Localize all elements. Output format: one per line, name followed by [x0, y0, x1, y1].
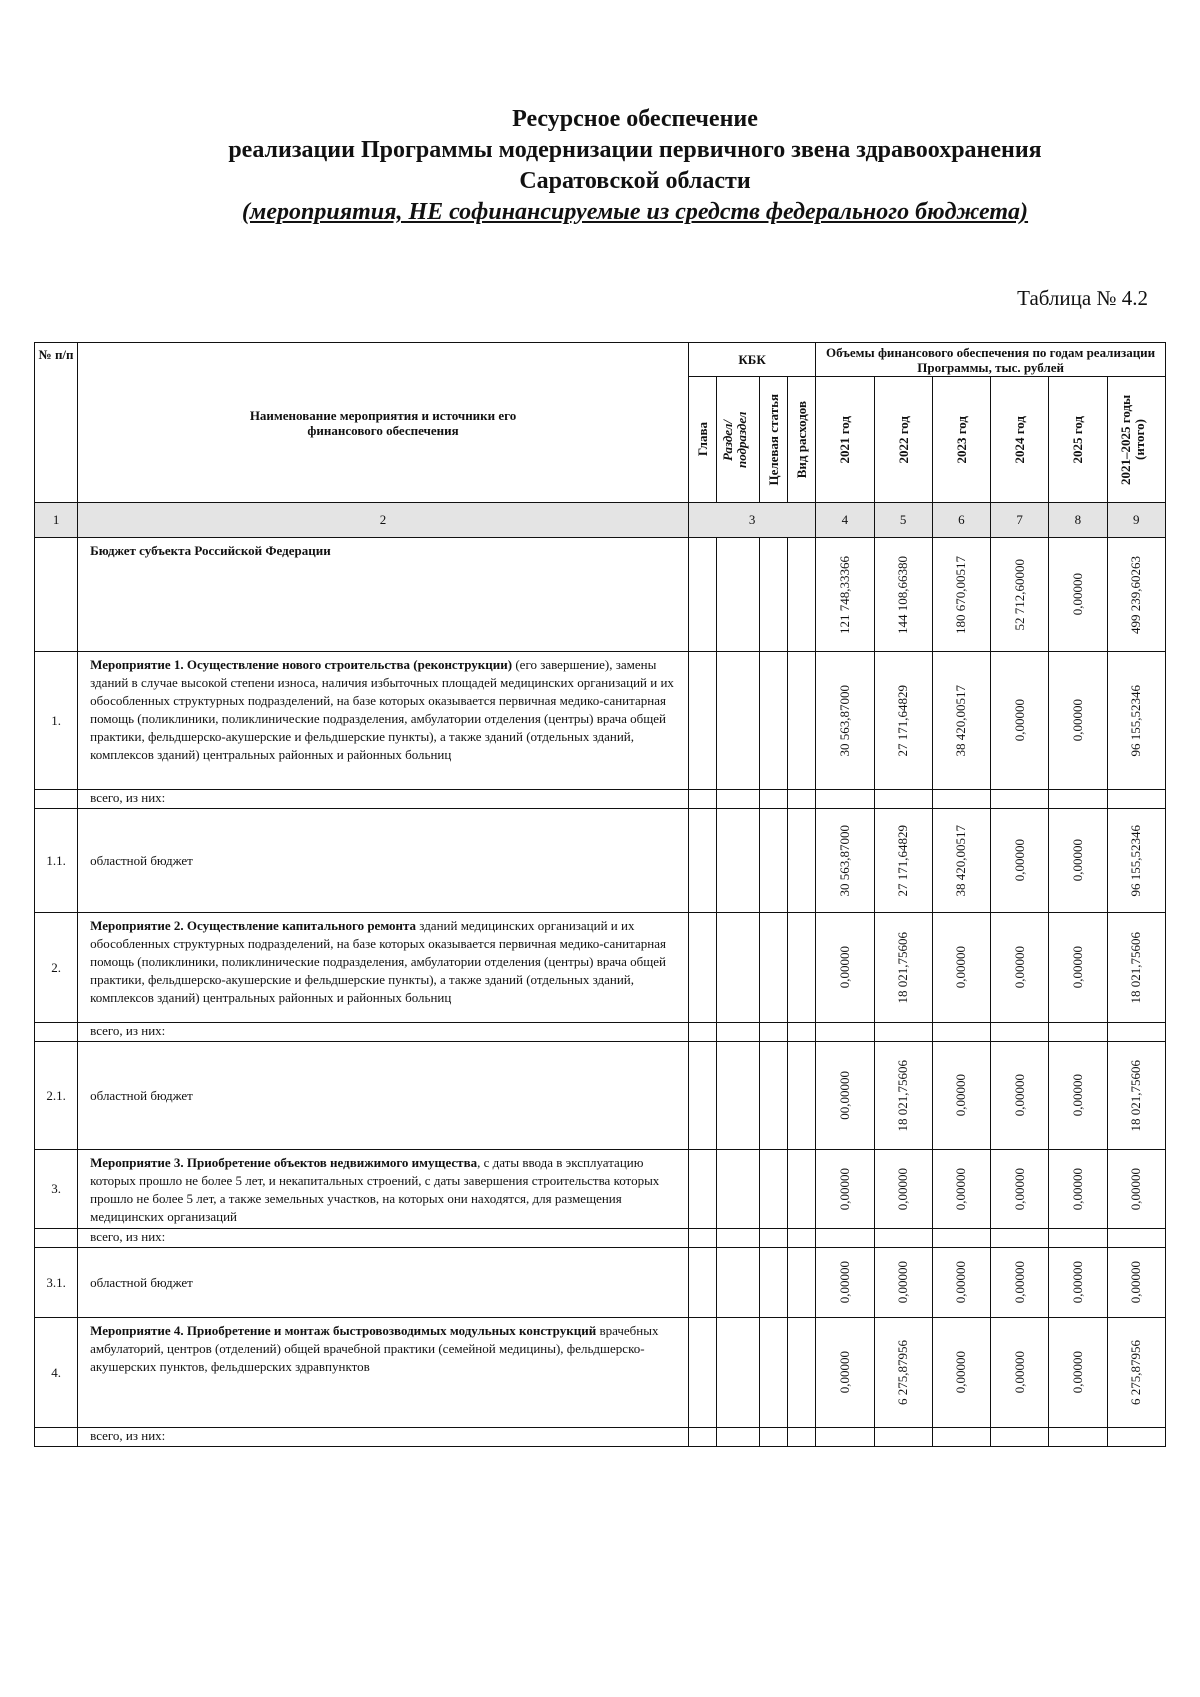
empty-cell: [716, 1023, 759, 1042]
row-no: [35, 790, 78, 809]
value-cell: [1049, 1042, 1107, 1150]
header-volumes: Объемы финансового обеспечения по годам реализации Программы, тыс. рублей: [816, 343, 1166, 377]
value-cell: [932, 1318, 990, 1428]
row-no: 2.: [35, 913, 78, 1023]
value-cell: [991, 538, 1049, 652]
empty-cell: [688, 1428, 716, 1447]
colnum-3: 3: [688, 503, 815, 538]
empty-cell: [874, 1428, 932, 1447]
row-name: областной бюджет: [78, 1042, 689, 1150]
kbk-cell: [788, 538, 816, 652]
value-cell: [932, 1042, 990, 1150]
kbk-cell: [716, 1318, 759, 1428]
value-cell: [1049, 1248, 1107, 1318]
value-text: 52 712,60000: [1011, 558, 1027, 631]
data-row: [35, 913, 1166, 1023]
row-label: всего, из них:: [78, 1229, 689, 1248]
header-row-1: [35, 343, 1166, 377]
header-no: № п/п: [35, 343, 78, 503]
value-text: 18 021,75606: [895, 1059, 911, 1132]
header-year-2025: 2025 год: [1049, 377, 1107, 503]
row-name: областной бюджет: [78, 809, 689, 913]
row-name: [78, 538, 689, 652]
value-text: 0,00000: [895, 1261, 911, 1304]
empty-cell: [1107, 1428, 1165, 1447]
empty-cell: [816, 1023, 874, 1042]
kbk-cell: [788, 1248, 816, 1318]
value-cell: [1049, 1318, 1107, 1428]
kbk-cell: [760, 652, 788, 790]
kbk-cell: [716, 1248, 759, 1318]
value-cell: [1107, 652, 1165, 790]
empty-cell: [874, 1229, 932, 1248]
value-text: 30 563,87000: [836, 684, 852, 757]
kbk-cell: [716, 538, 759, 652]
value-cell: [816, 1248, 874, 1318]
subtotal-row: [35, 1428, 1166, 1447]
row-label: всего, из них:: [78, 1428, 689, 1447]
value-cell: [991, 652, 1049, 790]
header-kbk-vid: Вид расходов: [788, 377, 816, 503]
kbk-cell: [788, 1318, 816, 1428]
value-cell: [991, 1150, 1049, 1229]
value-text: 27 171,64829: [895, 824, 911, 897]
empty-cell: [932, 1428, 990, 1447]
row-name-bold: Мероприятие 2. Осуществление капитального ремонта: [90, 918, 417, 933]
row-name: [78, 1318, 689, 1428]
value-cell: [816, 1318, 874, 1428]
header-kbk-statya: Целевая статья: [760, 377, 788, 503]
empty-cell: [1107, 1023, 1165, 1042]
kbk-cell: [760, 1248, 788, 1318]
value-text: 144 108,66380: [895, 555, 911, 634]
value-text: 0,00000: [1011, 839, 1027, 882]
table-number: Таблица № 4.2: [1017, 286, 1148, 310]
colnum-1: 1: [35, 503, 78, 538]
value-cell: [932, 538, 990, 652]
value-text: 499 239,60263: [1128, 555, 1144, 634]
header-kbk-razdel: Раздел/ подраздел: [716, 377, 759, 503]
empty-cell: [816, 1229, 874, 1248]
row-no: 3.1.: [35, 1248, 78, 1318]
value-text: 0,00000: [1069, 946, 1085, 989]
empty-cell: [816, 790, 874, 809]
title-line-1: Ресурсное обеспечение: [512, 106, 758, 132]
kbk-cell: [760, 1042, 788, 1150]
row-name-bold: Мероприятие 4. Приобретение и монтаж быстровозводимых модульных конструкций: [90, 1323, 597, 1338]
row-name-bold: Бюджет субъекта Российской Федерации: [90, 543, 331, 558]
kbk-cell: [788, 809, 816, 913]
value-text: 0,00000: [1069, 1167, 1085, 1211]
value-text: 0,00000: [895, 1167, 911, 1211]
empty-cell: [760, 1428, 788, 1447]
empty-cell: [1107, 1229, 1165, 1248]
empty-cell: [816, 1428, 874, 1447]
value-text: 27 171,64829: [895, 684, 911, 757]
row-no: [35, 1428, 78, 1447]
title-line-3: Саратовской области: [519, 168, 751, 194]
empty-cell: [991, 1023, 1049, 1042]
value-text: 6 275,87956: [1128, 1340, 1144, 1405]
empty-cell: [760, 1023, 788, 1042]
empty-cell: [1049, 1023, 1107, 1042]
value-cell: [1049, 809, 1107, 913]
header-kbk-glava: Глава: [688, 377, 716, 503]
value-text: 0,00000: [836, 1351, 852, 1394]
kbk-cell: [760, 1150, 788, 1229]
colnum-4: 4: [816, 503, 874, 538]
value-cell: [816, 652, 874, 790]
value-text: 30 563,87000: [836, 824, 852, 897]
value-text: 0,00000: [836, 946, 852, 989]
empty-cell: [688, 1229, 716, 1248]
row-no: 1.: [35, 652, 78, 790]
colnum-6: 6: [932, 503, 990, 538]
empty-cell: [874, 1023, 932, 1042]
header-year-2022: 2022 год: [874, 377, 932, 503]
empty-cell: [1049, 790, 1107, 809]
row-no: [35, 1023, 78, 1042]
kbk-cell: [716, 1150, 759, 1229]
value-cell: [1049, 538, 1107, 652]
empty-cell: [932, 1023, 990, 1042]
row-name-rest: (его завершение), замены зданий в случае высокой степени износа, наличия избыточных площадей медицинских организаций и их обособленных структурных подразделений, на базе которых оказывается первичная медико-санитарная помощь (поликлиники, поликлинические подразделения, амбулатории отделения (центры) врача общей практики, фельдшерско-акушерские и фельдшерские пункты), а также зданий (отдельных зданий, комплексов зданий) центральных районных и районных больниц: [90, 657, 674, 762]
value-text: 0,00000: [1069, 1261, 1085, 1304]
value-text: 0,00000: [953, 946, 969, 989]
value-cell: [932, 652, 990, 790]
value-text: 0,00000: [1069, 839, 1085, 882]
empty-cell: [788, 1428, 816, 1447]
row-name-rest: зданий медицинских организаций и их обособленных структурных подразделений, на базе которых оказывается первичная медико-санитарная помощь (поликлиники, поликлинические подразделения, амбулатории отделения (центры) врача общей практики, фельдшерско-акушерские и фельдшерские пункты), а также зданий (отдельных зданий, комплексов зданий) центральных районных и районных больниц: [90, 918, 667, 1005]
value-text: 18 021,75606: [895, 931, 911, 1004]
empty-cell: [932, 1229, 990, 1248]
value-text: 0,00000: [1128, 1261, 1144, 1304]
empty-cell: [688, 1023, 716, 1042]
empty-cell: [760, 1229, 788, 1248]
empty-cell: [1049, 1428, 1107, 1447]
kbk-cell: [716, 913, 759, 1023]
row-no: 2.1.: [35, 1042, 78, 1150]
value-cell: [874, 1042, 932, 1150]
value-text: 0,00000: [1011, 1261, 1027, 1304]
value-text: 38 420,00517: [953, 824, 969, 897]
kbk-cell: [760, 538, 788, 652]
value-text: 0,00000: [1011, 946, 1027, 989]
value-text: 0,00000: [953, 1351, 969, 1394]
funding-table: [34, 342, 1166, 1447]
empty-cell: [760, 790, 788, 809]
kbk-cell: [688, 652, 716, 790]
value-cell: [932, 1150, 990, 1229]
value-text: 96 155,52346: [1128, 824, 1144, 897]
kbk-cell: [716, 1042, 759, 1150]
row-name: [78, 652, 689, 790]
document-title: [0, 104, 1200, 228]
kbk-cell: [688, 1248, 716, 1318]
value-text: 6 275,87956: [895, 1340, 911, 1405]
row-name: [78, 1150, 689, 1229]
value-cell: [816, 913, 874, 1023]
colnum-8: 8: [1049, 503, 1107, 538]
kbk-cell: [688, 913, 716, 1023]
value-text: 0,00000: [1011, 1351, 1027, 1394]
value-text: 0,00000: [836, 1167, 852, 1211]
row-name: областной бюджет: [78, 1248, 689, 1318]
value-text: 0,00000: [1128, 1167, 1144, 1211]
subtotal-row: [35, 1229, 1166, 1248]
value-cell: [1049, 652, 1107, 790]
value-cell: [816, 1150, 874, 1229]
value-cell: [932, 1248, 990, 1318]
empty-cell: [874, 790, 932, 809]
row-label: всего, из них:: [78, 790, 689, 809]
kbk-cell: [788, 1042, 816, 1150]
empty-cell: [991, 790, 1049, 809]
value-cell: [816, 1042, 874, 1150]
kbk-cell: [788, 913, 816, 1023]
colnum-9: 9: [1107, 503, 1165, 538]
row-name-bold: Мероприятие 3. Приобретение объектов недвижимого имущества: [90, 1155, 478, 1170]
data-row: [35, 809, 1166, 913]
kbk-cell: [788, 652, 816, 790]
value-text: 0,00000: [953, 1261, 969, 1304]
kbk-cell: [716, 652, 759, 790]
data-row: [35, 1150, 1166, 1229]
value-text: 96 155,52346: [1128, 684, 1144, 757]
value-text: 0,00000: [1069, 1351, 1085, 1394]
empty-cell: [716, 790, 759, 809]
header-year-2021: 2021 год: [816, 377, 874, 503]
value-cell: [1107, 913, 1165, 1023]
row-no: [35, 538, 78, 652]
value-cell: [1107, 1150, 1165, 1229]
kbk-cell: [688, 1042, 716, 1150]
value-text: 0,00000: [953, 1074, 969, 1117]
value-text: 0,00000: [1069, 573, 1085, 616]
data-row: [35, 1042, 1166, 1150]
value-cell: [816, 809, 874, 913]
value-cell: [874, 538, 932, 652]
empty-cell: [716, 1229, 759, 1248]
value-cell: [1049, 913, 1107, 1023]
value-cell: [1107, 1248, 1165, 1318]
empty-cell: [991, 1229, 1049, 1248]
empty-cell: [1049, 1229, 1107, 1248]
value-cell: [874, 1318, 932, 1428]
kbk-cell: [760, 913, 788, 1023]
kbk-cell: [688, 538, 716, 652]
header-year-2023: 2023 год: [932, 377, 990, 503]
kbk-cell: [688, 1150, 716, 1229]
value-text: 0,00000: [953, 1167, 969, 1211]
value-cell: [874, 809, 932, 913]
kbk-cell: [760, 809, 788, 913]
empty-cell: [716, 1428, 759, 1447]
value-text: 0,00000: [1069, 699, 1085, 742]
row-no: [35, 1229, 78, 1248]
empty-cell: [932, 790, 990, 809]
value-text: 0,00000: [1011, 699, 1027, 742]
colnum-5: 5: [874, 503, 932, 538]
value-cell: [874, 913, 932, 1023]
value-cell: [991, 1248, 1049, 1318]
value-cell: [874, 1150, 932, 1229]
data-row: [35, 1248, 1166, 1318]
value-text: 0,00000: [1011, 1167, 1027, 1211]
value-text: 00,00000: [836, 1071, 852, 1120]
subtotal-row: [35, 790, 1166, 809]
value-text: 0,00000: [1069, 1074, 1085, 1117]
empty-cell: [688, 790, 716, 809]
value-cell: [1107, 1318, 1165, 1428]
value-cell: [991, 1042, 1049, 1150]
colnum-2: 2: [78, 503, 689, 538]
value-text: 0,00000: [1011, 1074, 1027, 1117]
data-row: [35, 652, 1166, 790]
kbk-cell: [760, 1318, 788, 1428]
row-label: всего, из них:: [78, 1023, 689, 1042]
row-name: [78, 913, 689, 1023]
empty-cell: [991, 1428, 1049, 1447]
header-year-total: 2021–2025 годы (итого): [1107, 377, 1165, 503]
empty-cell: [788, 1023, 816, 1042]
empty-cell: [788, 1229, 816, 1248]
value-text: 38 420,00517: [953, 684, 969, 757]
colnum-7: 7: [991, 503, 1049, 538]
value-cell: [874, 652, 932, 790]
value-cell: [1049, 1150, 1107, 1229]
data-row: [35, 538, 1166, 652]
value-text: 121 748,33366: [836, 555, 852, 634]
row-no: 4.: [35, 1318, 78, 1428]
value-cell: [1107, 809, 1165, 913]
kbk-cell: [688, 809, 716, 913]
title-subtitle: (мероприятия, НЕ софинансируемые из средств федерального бюджета): [241, 199, 1029, 225]
value-text: 180 670,00517: [953, 555, 969, 634]
row-name-rest: врачебных амбулаторий, центров (отделений) общей врачебной практики (семейной медицины), фельдшерско-акушерских пунктов, фельдшерских здравпунктов: [90, 1323, 659, 1374]
value-cell: [932, 809, 990, 913]
row-no: 3.: [35, 1150, 78, 1229]
empty-cell: [1107, 790, 1165, 809]
row-no: 1.1.: [35, 809, 78, 913]
column-numbers-row: [35, 503, 1166, 538]
header-kbk: КБК: [688, 343, 815, 377]
empty-cell: [788, 790, 816, 809]
header-year-2024: 2024 год: [991, 377, 1049, 503]
kbk-cell: [788, 1150, 816, 1229]
value-cell: [1107, 1042, 1165, 1150]
subtotal-row: [35, 1023, 1166, 1042]
title-line-2: реализации Программы модернизации первичного звена здравоохранения: [228, 137, 1042, 163]
value-cell: [874, 1248, 932, 1318]
value-cell: [991, 1318, 1049, 1428]
kbk-cell: [716, 809, 759, 913]
value-text: 18 021,75606: [1128, 1059, 1144, 1132]
value-cell: [932, 913, 990, 1023]
row-name-rest: , с даты ввода в эксплуатацию которых прошло не более 5 лет, и некапитальных строений, с даты завершения строительства которых прошло не более 5 лет, а также земельных участков, на которых они находятся, для размещения медицинских организаций: [90, 1155, 660, 1224]
value-cell: [991, 913, 1049, 1023]
value-cell: [991, 809, 1049, 913]
value-text: 0,00000: [836, 1261, 852, 1304]
value-cell: [1107, 538, 1165, 652]
header-name: Наименование мероприятия и источники его финансового обеспечения: [78, 343, 689, 503]
kbk-cell: [688, 1318, 716, 1428]
value-cell: [816, 538, 874, 652]
row-name-bold: Мероприятие 1. Осуществление нового строительства (реконструкции): [90, 657, 513, 672]
data-row: [35, 1318, 1166, 1428]
value-text: 18 021,75606: [1128, 931, 1144, 1004]
